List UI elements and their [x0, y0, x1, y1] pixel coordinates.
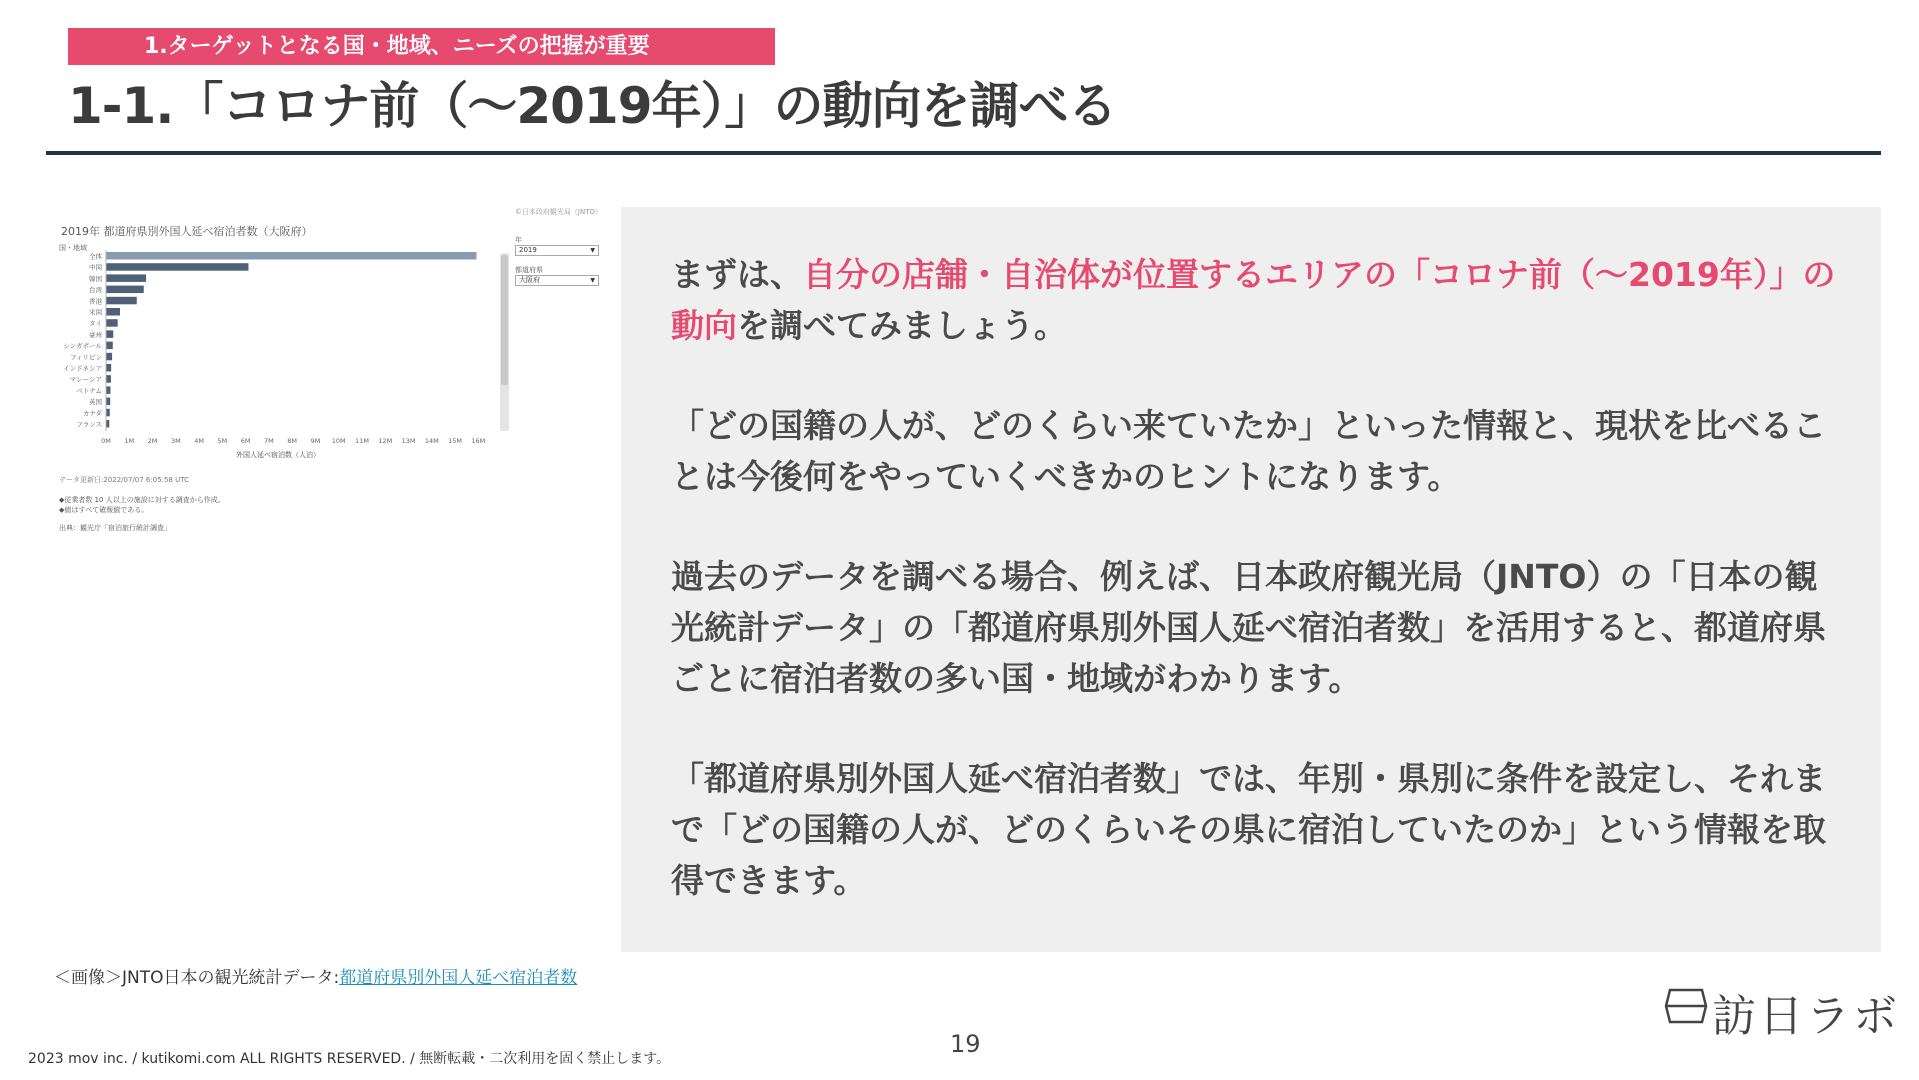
x-tick-label: 11M	[355, 437, 369, 446]
bar	[107, 353, 113, 361]
explanation-panel	[621, 207, 1881, 952]
x-tick-label: 3M	[170, 437, 181, 446]
bar	[107, 297, 137, 305]
x-tick-label: 1M	[124, 437, 135, 446]
logo-icon	[1664, 986, 1708, 1026]
category-label: 米国	[89, 308, 102, 317]
x-tick-label: 10M	[331, 437, 346, 446]
x-tick-label: 9M	[310, 437, 321, 446]
bar	[107, 319, 118, 327]
x-tick-label: 4M	[194, 437, 204, 446]
caption-prefix: ＜画像＞JNTO日本の観光統計データ:	[54, 968, 340, 988]
section-badge: 1.ターゲットとなる国・地域、ニーズの把握が重要	[68, 28, 775, 65]
bar	[107, 286, 144, 294]
caption-link[interactable]: 都道府県別外国人延べ宿泊者数	[339, 968, 578, 988]
filter-prefecture-select[interactable]	[515, 275, 599, 286]
bar	[107, 364, 112, 372]
filter-year-label: 年	[515, 236, 522, 244]
x-tick-label: 0M	[101, 437, 111, 446]
intro-highlight: 自分の店舗・自治体が位置するエリアの「コロナ前（〜2019年）」の動向	[671, 255, 1836, 345]
x-tick-label: 13M	[401, 437, 416, 446]
category-label: 中国	[89, 263, 102, 272]
bar	[107, 409, 110, 417]
bar	[107, 308, 120, 316]
chart-note: ◆値はすべて確報値である。	[59, 506, 149, 514]
intro-text: まずは、	[671, 255, 803, 294]
chart-copyright: ©日本政府観光局（JNTO）	[514, 208, 602, 216]
bar	[107, 263, 249, 271]
category-label: フィリピン	[70, 353, 102, 362]
x-tick-label: 6M	[240, 437, 251, 446]
category-label: フランス	[76, 420, 102, 429]
x-tick-label: 2M	[147, 437, 158, 446]
category-label: タイ	[89, 319, 102, 328]
category-label: 韓国	[89, 274, 102, 283]
x-tick-label: 14M	[424, 437, 439, 446]
category-label: 豪州	[89, 330, 102, 339]
title-divider	[46, 151, 1881, 155]
chart-scrollbar[interactable]	[500, 253, 509, 431]
chart-note: ◆従業者数 10 人以上の施設に対する調査から作成。	[59, 496, 225, 504]
bar	[107, 274, 147, 282]
category-label: 台湾	[89, 286, 102, 295]
chevron-down-icon: ▼	[590, 247, 595, 254]
scrollbar-thumb[interactable]	[501, 255, 508, 385]
logo-text: 訪日ラボ	[1712, 991, 1900, 1042]
category-label: カナダ	[82, 409, 102, 418]
paragraph-conditions: 「都道府県別外国人延べ宿泊者数」では、年別・県別に条件を設定し、それまで「どの国籍の人が、どのくらいその県に宿泊していたのか」という情報を取得できます。	[671, 759, 1826, 900]
page-number: 19	[950, 1030, 981, 1058]
bar	[107, 420, 110, 428]
x-axis-label: 外国人延べ宿泊数（人泊）	[236, 451, 320, 460]
x-tick-label: 16M	[471, 437, 486, 446]
filter-year-select[interactable]	[515, 245, 599, 256]
chart-screenshot	[48, 205, 606, 540]
paragraph-comparison: 「どの国籍の人が、どのくらい来ていたか」といった情報と、現状を比べることは今後何をやっていくべきかのヒントになります。	[671, 406, 1826, 496]
image-caption	[54, 963, 577, 988]
bar	[107, 398, 111, 406]
category-label: 香港	[89, 297, 102, 306]
footer-copyright: 2023 mov inc. / kutikomi.com ALL RIGHTS RESERVED. / 無断転載・二次利用を固く禁止します。	[28, 1051, 671, 1067]
category-label: マレーシア	[69, 375, 102, 384]
filter-year-value: 2019	[519, 246, 537, 254]
x-tick-label: 12M	[378, 437, 393, 446]
x-tick-label: 8M	[287, 437, 298, 446]
category-label: 英国	[89, 398, 102, 407]
intro-text-end: を調べてみましょう。	[737, 306, 1067, 345]
paragraph-jnto-data: 過去のデータを調べる場合、例えば、日本政府観光局（JNTO）の「日本の観光統計データ」の「都道府県別外国人延べ宿泊者数」を活用すると、都道府県ごとに宿泊者数の多い国・地域がわかります。	[671, 557, 1826, 698]
chevron-down-icon: ▼	[590, 277, 595, 284]
chart-source: 出典：観光庁「宿泊旅行統計調査」	[59, 524, 171, 532]
chart-column-header: 国・地域	[59, 244, 87, 252]
category-label: ベトナム	[76, 386, 102, 395]
bar	[107, 375, 111, 383]
category-label: 全体	[89, 252, 102, 261]
x-tick-label: 5M	[217, 437, 228, 446]
bar	[107, 330, 114, 338]
bar	[107, 386, 111, 394]
category-label: インドネシア	[63, 364, 102, 373]
x-tick-label: 15M	[448, 437, 463, 446]
bar	[107, 252, 477, 260]
chart-update-time: データ更新日:2022/07/07 6:05:58 UTC	[59, 476, 190, 484]
chart-title: 2019年 都道府県別外国人延べ宿泊者数（大阪府）	[61, 225, 313, 238]
x-tick-label: 7M	[264, 437, 274, 446]
bar	[107, 342, 113, 350]
filter-prefecture-label: 都道府県	[515, 266, 543, 274]
category-label: シンガポール	[63, 342, 102, 351]
filter-prefecture-value: 大阪府	[519, 276, 540, 284]
page-title: 1-1.「コロナ前（〜2019年）」の動向を調べる	[68, 77, 1117, 135]
paragraph-intro	[671, 249, 1846, 351]
